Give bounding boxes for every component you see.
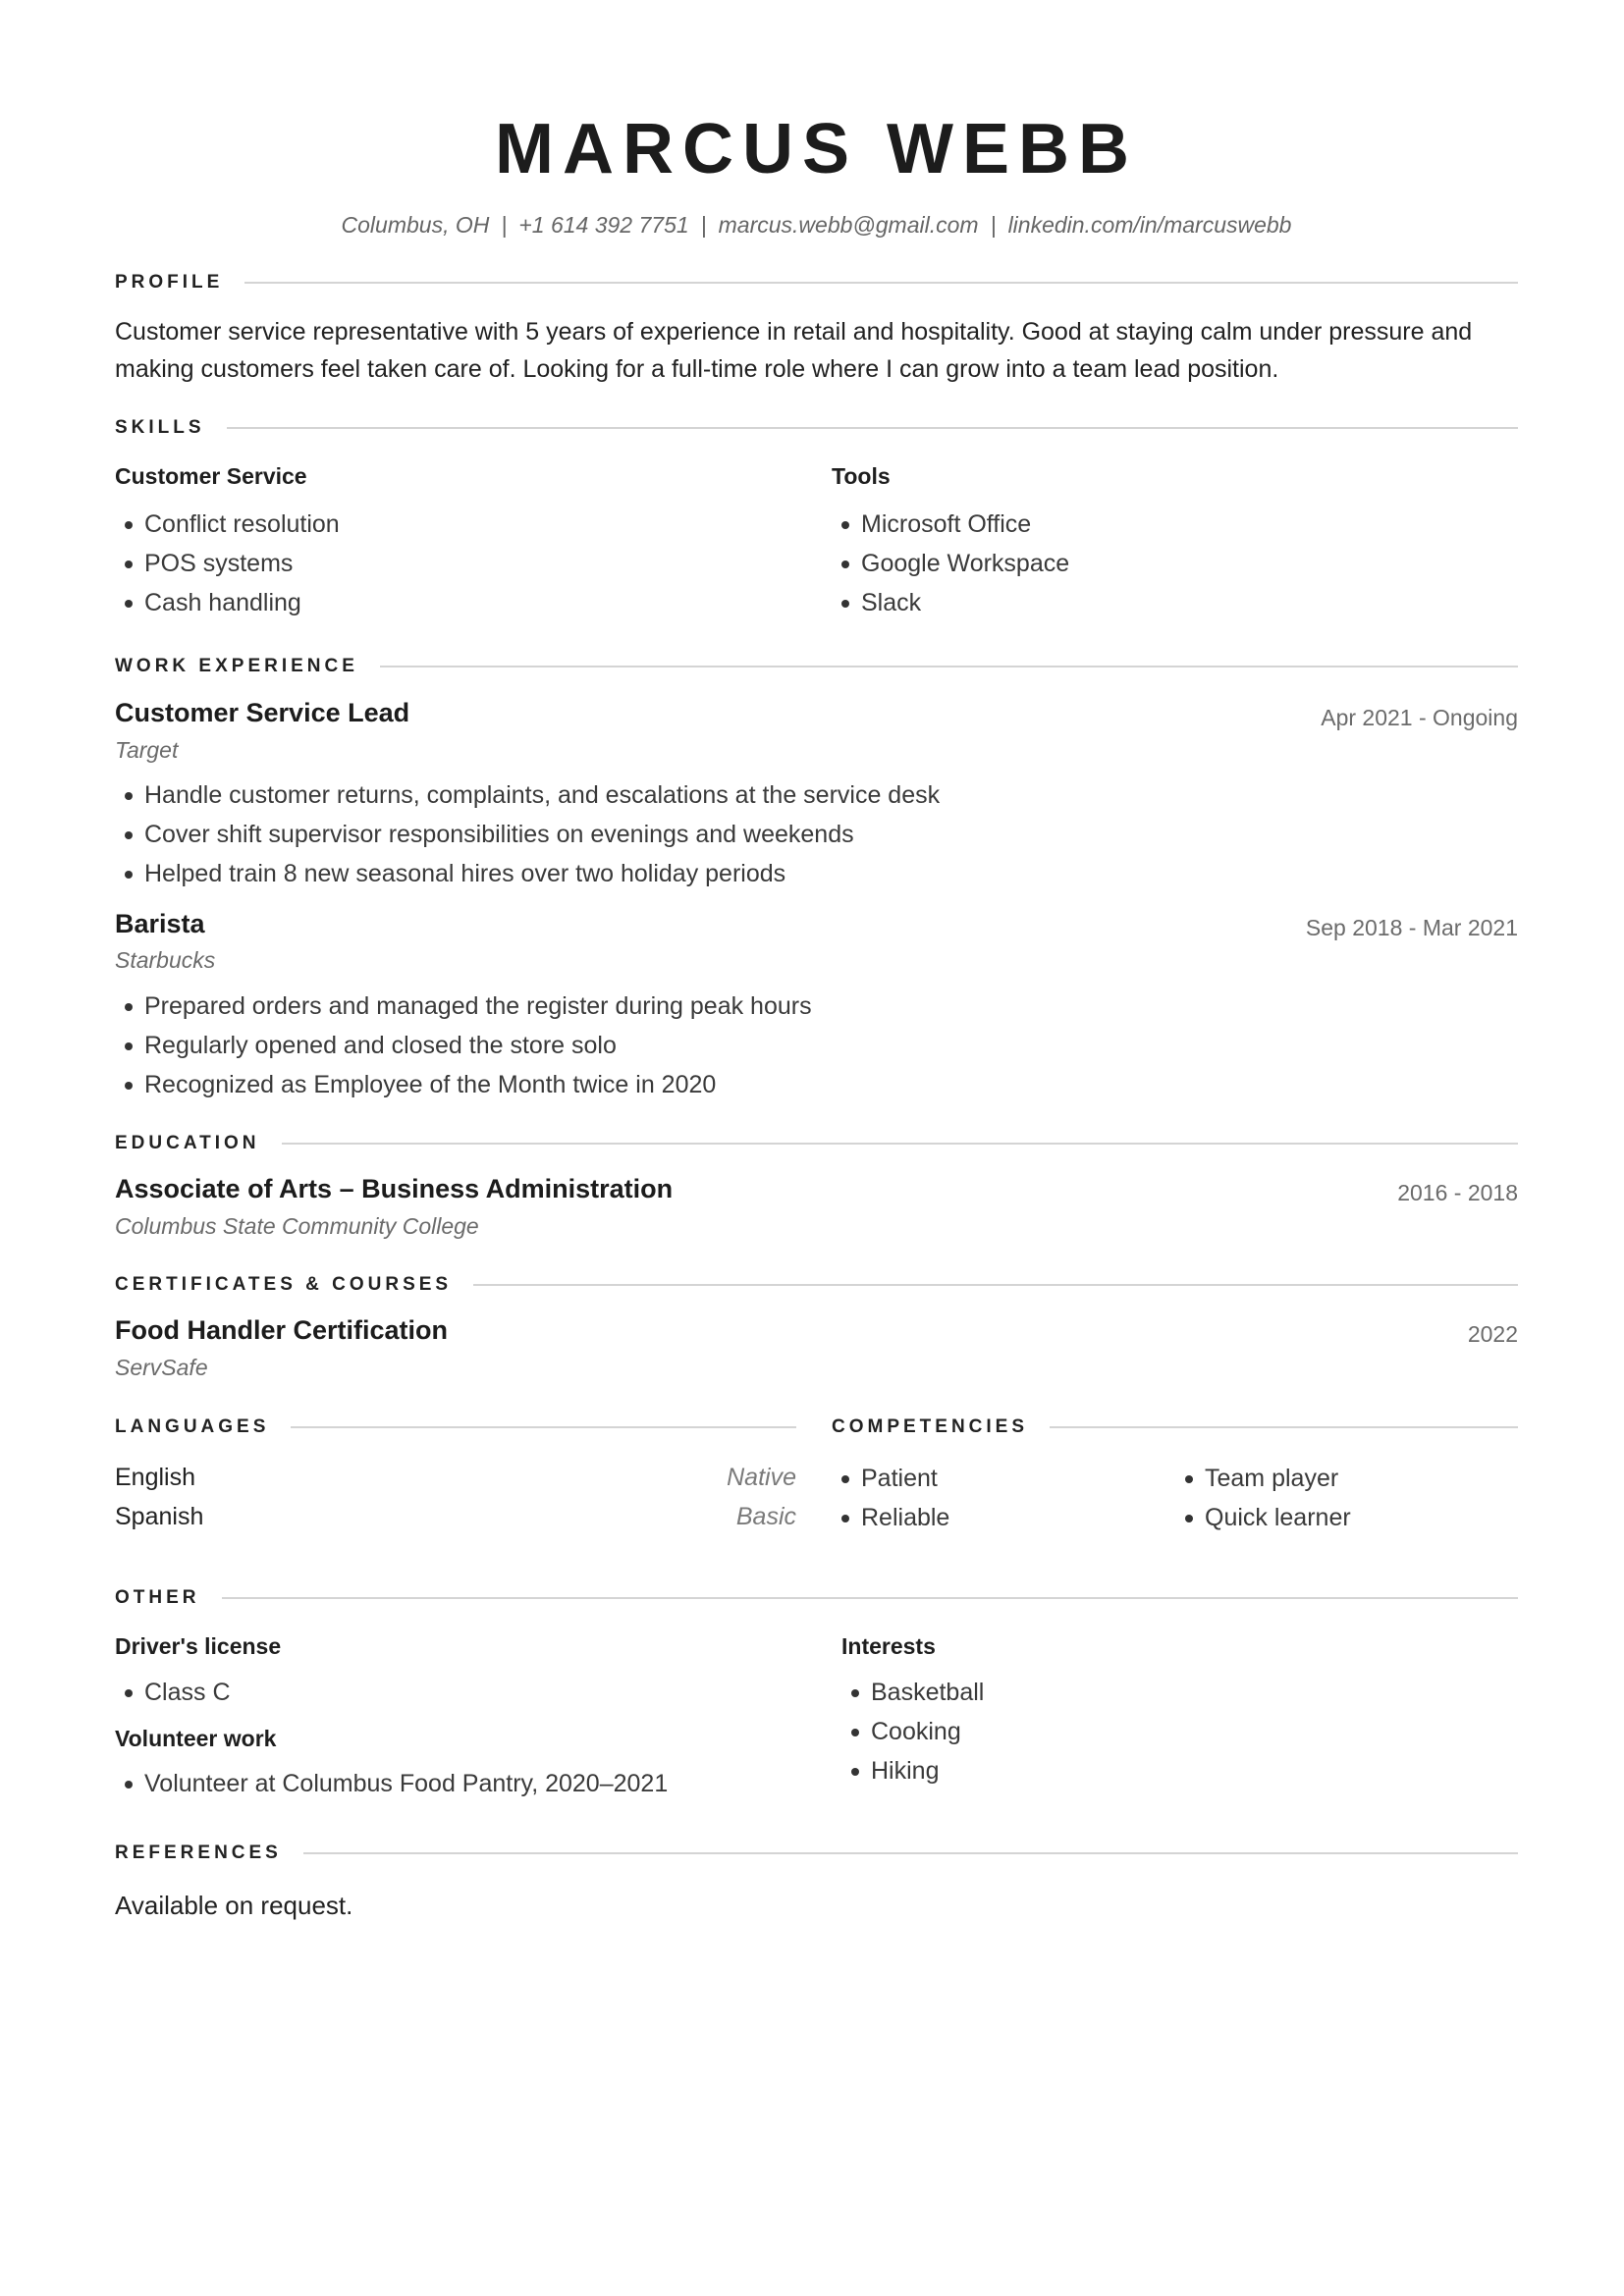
job-bullets	[115, 775, 940, 893]
volunteer-list	[115, 1764, 668, 1803]
section-divider	[291, 1426, 796, 1428]
job-company: Target	[115, 737, 179, 763]
list-item: Handle customer returns, complaints, and escalations at the service desk	[115, 775, 940, 815]
certificate-issuer: ServSafe	[115, 1355, 208, 1380]
contact-linkedin[interactable]: linkedin.com/in/marcuswebb	[1007, 212, 1292, 238]
skill-list-customer-service	[115, 505, 340, 622]
list-item: Reliable	[832, 1498, 949, 1537]
section-heading-certificates	[115, 1273, 1518, 1297]
section-title: WORK EXPERIENCE	[115, 656, 358, 676]
list-item: Basketball	[841, 1673, 984, 1712]
list-item: Cooking	[841, 1712, 984, 1751]
education-school: Columbus State Community College	[115, 1213, 479, 1239]
list-item: Google Workspace	[832, 544, 1069, 583]
list-item: Volunteer at Columbus Food Pantry, 2020–2021	[115, 1764, 668, 1803]
interests-title: Interests	[841, 1633, 936, 1659]
language-level: Basic	[735, 1503, 796, 1530]
certificate-name: Food Handler Certification	[115, 1315, 449, 1345]
skill-group-title: Customer Service	[115, 463, 307, 489]
language-name: Spanish	[115, 1503, 204, 1530]
section-title: LANGUAGES	[115, 1416, 270, 1437]
separator: |	[501, 212, 508, 238]
list-item: Team player	[1175, 1459, 1351, 1498]
section-divider	[282, 1143, 1518, 1145]
job-company: Starbucks	[115, 947, 216, 973]
list-item: Regularly opened and closed the store solo	[115, 1026, 812, 1065]
section-heading-competencies	[832, 1415, 1518, 1439]
section-divider	[380, 666, 1518, 667]
section-title: OTHER	[115, 1587, 200, 1608]
section-title: EDUCATION	[115, 1133, 260, 1153]
contact-location: Columbus, OH	[341, 212, 490, 238]
section-heading-skills	[115, 416, 1518, 440]
drivers-license-list	[115, 1673, 231, 1712]
language-row	[115, 1497, 796, 1536]
skill-list-tools	[832, 505, 1069, 622]
interests-list	[841, 1673, 984, 1790]
section-heading-experience	[115, 655, 1518, 678]
skill-group-title: Tools	[832, 463, 891, 489]
list-item: Conflict resolution	[115, 505, 340, 544]
contact-phone[interactable]: +1 614 392 7751	[518, 212, 689, 238]
section-divider	[1050, 1426, 1518, 1428]
section-title: SKILLS	[115, 417, 205, 438]
competency-list-col1	[832, 1459, 949, 1537]
section-divider	[473, 1284, 1518, 1286]
job-dates: Apr 2021 - Ongoing	[1321, 705, 1518, 730]
section-title: COMPETENCIES	[832, 1416, 1029, 1437]
competency-list-col2	[1175, 1459, 1351, 1537]
section-title: CERTIFICATES & COURSES	[115, 1274, 453, 1295]
job-bullets	[115, 987, 812, 1104]
list-item: Helped train 8 new seasonal hires over two holiday periods	[115, 854, 940, 893]
list-item: Quick learner	[1175, 1498, 1351, 1537]
drivers-license-title: Driver's license	[115, 1633, 282, 1659]
education-degree: Associate of Arts – Business Administration	[115, 1174, 674, 1203]
section-title: PROFILE	[115, 272, 224, 293]
job-title: Customer Service Lead	[115, 698, 410, 727]
section-heading-references	[115, 1842, 1518, 1865]
job-title: Barista	[115, 909, 205, 938]
section-heading-other	[115, 1586, 1518, 1610]
contact-line	[115, 210, 1518, 240]
certificate-year: 2022	[1467, 1321, 1518, 1347]
list-item: Class C	[115, 1673, 231, 1712]
list-item: Cover shift supervisor responsibilities on evenings and weekends	[115, 815, 940, 854]
list-item: Slack	[832, 583, 1069, 622]
list-item: POS systems	[115, 544, 340, 583]
section-divider	[244, 282, 1518, 284]
list-item: Prepared orders and managed the register during peak hours	[115, 987, 812, 1026]
list-item: Cash handling	[115, 583, 340, 622]
education-dates: 2016 - 2018	[1397, 1180, 1518, 1205]
language-row	[115, 1458, 796, 1497]
separator: |	[990, 212, 997, 238]
list-item: Recognized as Employee of the Month twice in 2020	[115, 1065, 812, 1104]
list-item: Microsoft Office	[832, 505, 1069, 544]
references-text: Available on request.	[115, 1891, 353, 1920]
volunteer-title: Volunteer work	[115, 1726, 277, 1751]
list-item: Patient	[832, 1459, 949, 1498]
section-title: REFERENCES	[115, 1842, 282, 1863]
profile-summary: Customer service representative with 5 years of experience in retail and hospitality. Good at staying calm under pressure and making customers feel taken care of. Looking for a full-time role where I can grow into a team lead position.	[115, 318, 1473, 383]
section-divider	[222, 1597, 1519, 1599]
section-heading-profile	[115, 271, 1518, 294]
language-level: Native	[727, 1464, 796, 1491]
section-divider	[227, 427, 1518, 429]
job-dates: Sep 2018 - Mar 2021	[1305, 915, 1518, 940]
candidate-name: MARCUS WEBB	[495, 110, 1138, 188]
section-heading-education	[115, 1132, 1518, 1155]
section-heading-languages	[115, 1415, 796, 1439]
contact-email[interactable]: marcus.webb@gmail.com	[718, 212, 979, 238]
list-item: Hiking	[841, 1751, 984, 1790]
separator: |	[700, 212, 707, 238]
section-divider	[303, 1852, 1518, 1854]
language-name: English	[115, 1464, 195, 1491]
